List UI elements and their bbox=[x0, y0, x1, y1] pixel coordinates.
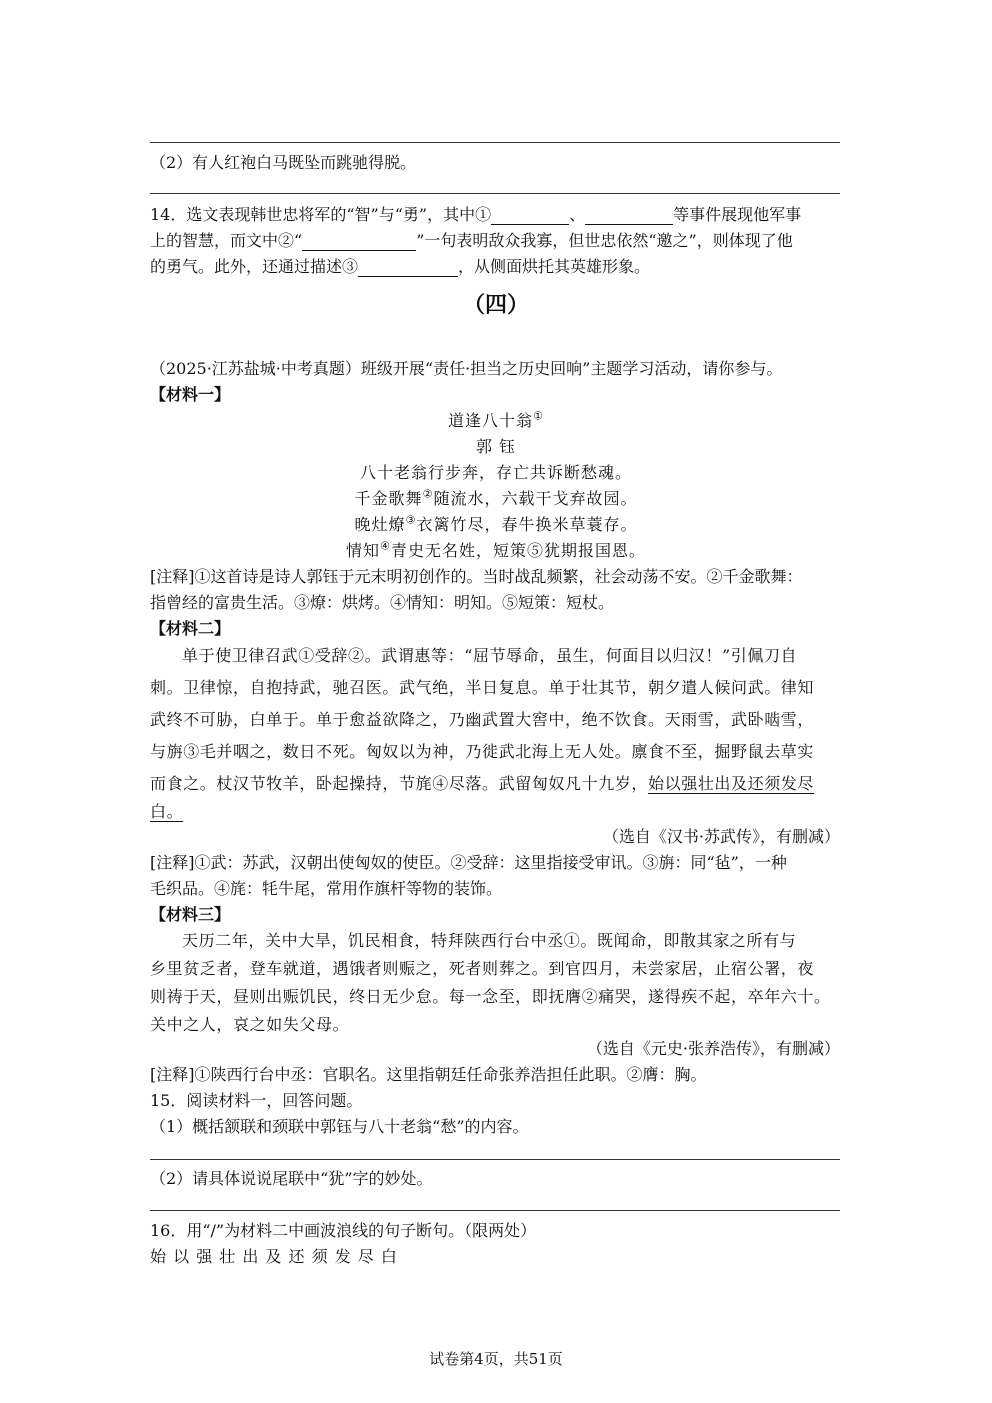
material1-notes-2: 指曾经的富贵生活。③燎：烘烤。④情知：明知。⑤短策：短杖。 bbox=[150, 593, 615, 612]
q14-line3 bbox=[150, 254, 650, 277]
q15-part1: （1）概括颔联和颈联中郭钰与八十老翁“愁”的内容。 bbox=[150, 1117, 529, 1136]
poem-line-3 bbox=[0, 512, 992, 535]
poem-text: 青史无名姓，短策⑤犹期报国恩。 bbox=[390, 541, 646, 560]
material2-line-2: 刺。卫律惊，自抱持武，驰召医。武气绝，半日复息。单于壮其节，朝夕遣人候问武。律知 bbox=[150, 678, 815, 697]
material2-notes-2: 毛织品。④旄：牦牛尾，常用作旗杆等物的装饰。 bbox=[150, 879, 503, 898]
poem-line-4 bbox=[0, 538, 992, 561]
poem-title-text: 道逢八十翁 bbox=[448, 411, 534, 430]
poem-text: 晚灶燎 bbox=[354, 515, 406, 534]
material3-line-4: 关中之人，哀之如失父母。 bbox=[150, 1015, 350, 1034]
poem-title bbox=[0, 408, 992, 431]
material1-label: 【材料一】 bbox=[150, 385, 231, 404]
q15-stem: 15．阅读材料一，回答问题。 bbox=[150, 1091, 363, 1110]
material3-label: 【材料三】 bbox=[150, 905, 231, 924]
material2-source: （选自《汉书·苏武传》，有删减） bbox=[602, 827, 840, 846]
answer-line[interactable] bbox=[150, 1159, 840, 1160]
note-mark: ④ bbox=[380, 539, 391, 553]
material2-line-3: 武终不可胁，白单于。单于愈益欲降之，乃幽武置大窖中，绝不饮食。天雨雪，武卧啮雪， bbox=[150, 710, 815, 729]
note-mark: ② bbox=[422, 487, 434, 501]
q14-text: ，从侧面烘托其英雄形象。 bbox=[458, 257, 651, 276]
material2-line-6 bbox=[150, 799, 183, 822]
section-title: （四） bbox=[462, 293, 529, 318]
blank-2[interactable] bbox=[302, 233, 416, 251]
material3-line-1: 天历二年，关中大旱，饥民相食，特拜陕西行台中丞①。既闻命，即散其家之所有与 bbox=[182, 931, 797, 950]
answer-line bbox=[150, 142, 840, 143]
q14-sep: 、 bbox=[569, 205, 586, 224]
material2-line-4: 与旃③毛并咽之，数日不死。匈奴以为神，乃徙武北海上无人处。廪食不至，掘野鼠去草实 bbox=[150, 742, 815, 761]
q14-text: 上的智慧，而文中②“ bbox=[150, 231, 303, 250]
q16-stem: 16．用“/”为材料二中画波浪线的句子断句。（限两处） bbox=[150, 1221, 537, 1240]
q16-sentence: 始 以 强 壮 出 及 还 须 发 尽 白 bbox=[150, 1247, 398, 1266]
q14-line2 bbox=[150, 228, 793, 251]
q14-text: 的勇气。此外，还通过描述③ bbox=[150, 257, 359, 276]
poem-text: 八十老翁行步奔，存亡共诉断愁魂。 bbox=[359, 463, 632, 482]
poem-text: 千金歌舞 bbox=[354, 489, 423, 508]
answer-line bbox=[150, 193, 840, 194]
note-mark: ③ bbox=[405, 513, 417, 527]
material2-text: 而食之。杖汉节牧羊，卧起操持，节旄④尽落。武留匈奴凡十九岁， bbox=[150, 774, 649, 793]
wavy-underlined-end: 白。 bbox=[150, 802, 184, 821]
page-footer: 试卷第4页，共51页 bbox=[429, 1350, 563, 1368]
material2-label: 【材料二】 bbox=[150, 619, 231, 638]
blank-1[interactable] bbox=[491, 207, 569, 225]
poem-line-2 bbox=[0, 486, 992, 509]
note-mark: ① bbox=[533, 409, 544, 423]
poem-text: 衣篱竹尽，春牛换米草蓑存。 bbox=[416, 515, 638, 534]
poem-line-1 bbox=[0, 460, 992, 483]
blank-3[interactable] bbox=[358, 259, 458, 277]
q13-part2: （2）有人红袍白马既坠而跳驰得脱。 bbox=[150, 153, 417, 172]
poem-text: 随流水，六载干戈弃故园。 bbox=[433, 489, 638, 508]
material3-notes: [注释]①陕西行台中丞：官职名。这里指朝廷任命张养浩担任此职。②膺：胸。 bbox=[150, 1065, 707, 1084]
q14-text: 等事件展现他军事 bbox=[673, 205, 802, 224]
blank-1b[interactable] bbox=[585, 207, 673, 225]
poem-text: 情知 bbox=[346, 541, 381, 560]
material3-line-2: 乡里贫乏者，登车就道，遇饿者则赈之，死者则葬之。到官四月，未尝家居，止宿公署，夜 bbox=[150, 959, 815, 978]
material2-line-1: 单于使卫律召武①受辞②。武谓惠等：“屈节辱命，虽生，何面目以归汉！”引佩刀自 bbox=[182, 646, 798, 665]
material3-line-3: 则祷于天，昼则出赈饥民，终日无少怠。每一念至，即抚膺②痛哭，遂得疾不起，卒年六十。 bbox=[150, 987, 831, 1006]
material1-notes-1: [注释]①这首诗是诗人郭钰于元末明初创作的。当时战乱频繁，社会动荡不安。②千金歌舞： bbox=[150, 567, 803, 586]
wavy-underlined-sentence: 始以强壮出及还须发尽 bbox=[648, 774, 815, 793]
q14-line1 bbox=[150, 202, 801, 225]
q15-part2: （2）请具体说说尾联中“犹”字的妙处。 bbox=[150, 1169, 433, 1188]
intro-text: （2025·江苏盐城·中考真题）班级开展“责任·担当之历史回响”主题学习活动，请你参与。 bbox=[150, 359, 783, 378]
material3-source: （选自《元史·张养浩传》，有删减） bbox=[586, 1039, 840, 1058]
q14-text: ”一句表明敌众我寡，但世忠依然“邀之”，则体现了他 bbox=[416, 231, 793, 250]
poem-author: 郭 钰 bbox=[475, 437, 517, 456]
material2-notes-1: [注释]①武：苏武，汉朝出使匈奴的使臣。②受辞：这里指接受审讯。③旃：同“毡”，一种 bbox=[150, 853, 787, 872]
material2-line-5 bbox=[150, 771, 814, 794]
answer-line[interactable] bbox=[150, 1210, 840, 1211]
q14-text: 14．选文表现韩世忠将军的“智”与“勇”，其中① bbox=[150, 205, 492, 224]
